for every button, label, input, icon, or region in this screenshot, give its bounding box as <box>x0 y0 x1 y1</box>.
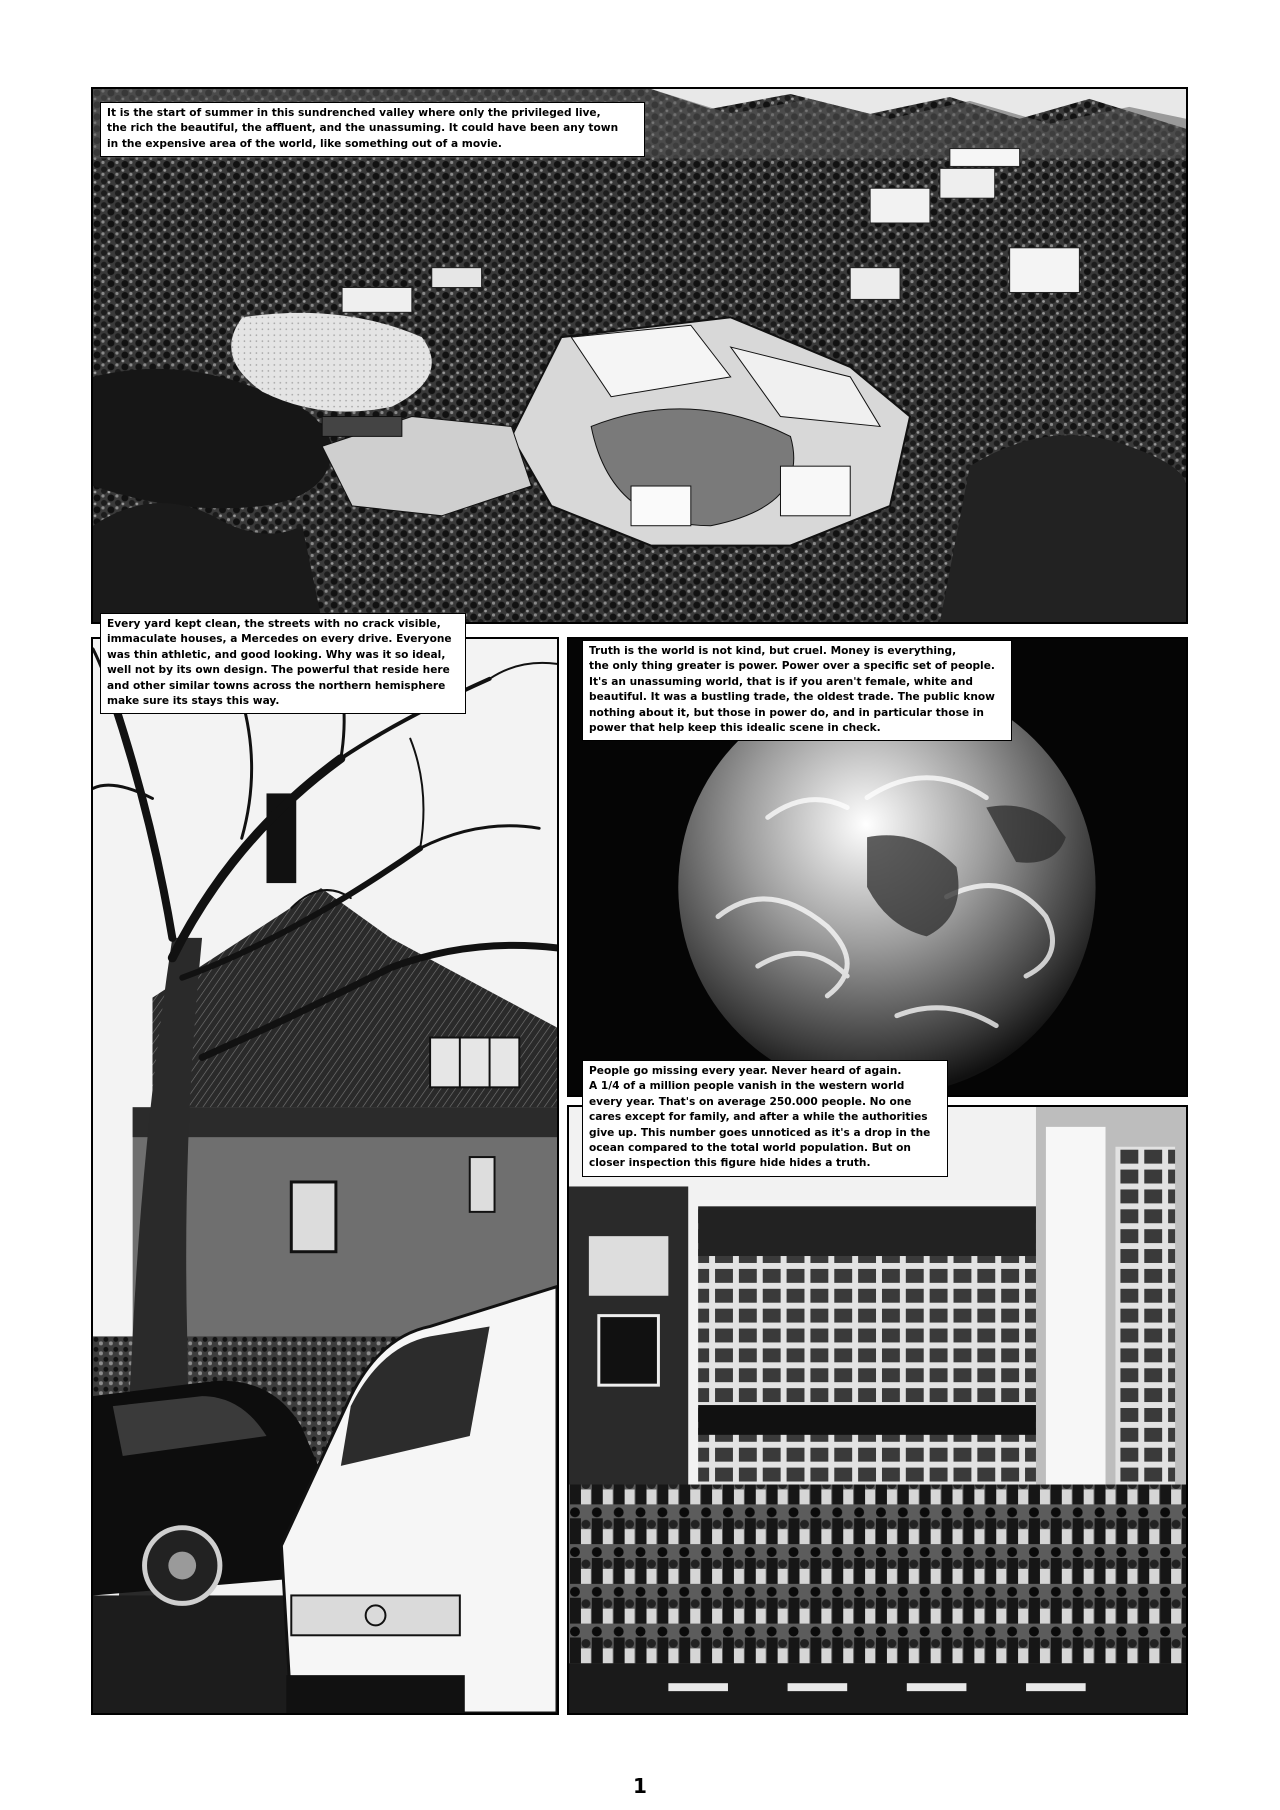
caption-valley: It is the start of summer in this sundrenched valley where only the privileged live, the rich the beautiful, the affluent, and the unassuming. It could have been any town in the expensive area of the world, like something out of a movie. <box>100 102 645 157</box>
page-number: 1 <box>633 1774 647 1798</box>
panel-suburb-street <box>91 637 559 1715</box>
city-crowd-illustration <box>569 1107 1186 1713</box>
valley-illustration <box>93 89 1186 622</box>
suburb-illustration <box>93 639 557 1713</box>
panel-valley-aerial <box>91 87 1188 624</box>
caption-suburb: Every yard kept clean, the streets with no crack visible, immaculate houses, a Mercedes on every drive. Everyone was thin athletic, and good looking. Why was it so ideal, well not by its own design. The powerful that reside here and other similar towns across the northern hemisphere make sure its stays this way. <box>100 613 466 714</box>
panel-city-crowd <box>567 1105 1188 1715</box>
caption-truth: Truth is the world is not kind, but cruel. Money is everything, the only thing greater is power. Power over a specific set of people. It's an unassuming world, that is if you aren't female, white and beautiful. It was a bustling trade, the oldest trade. The public know nothing about it, but those in power do, and in particular those in power that help keep this idealic scene in check. <box>582 640 1012 741</box>
caption-missing-people: People go missing every year. Never heard of again. A 1/4 of a million people vanish in the western world every year. That's on average 250.000 people. No one cares except for family, and after a while the authorities give up. This number goes unnoticed as it's a drop in the ocean compared to the total world population. But on closer inspection this figure hide hides a truth. <box>582 1060 948 1177</box>
